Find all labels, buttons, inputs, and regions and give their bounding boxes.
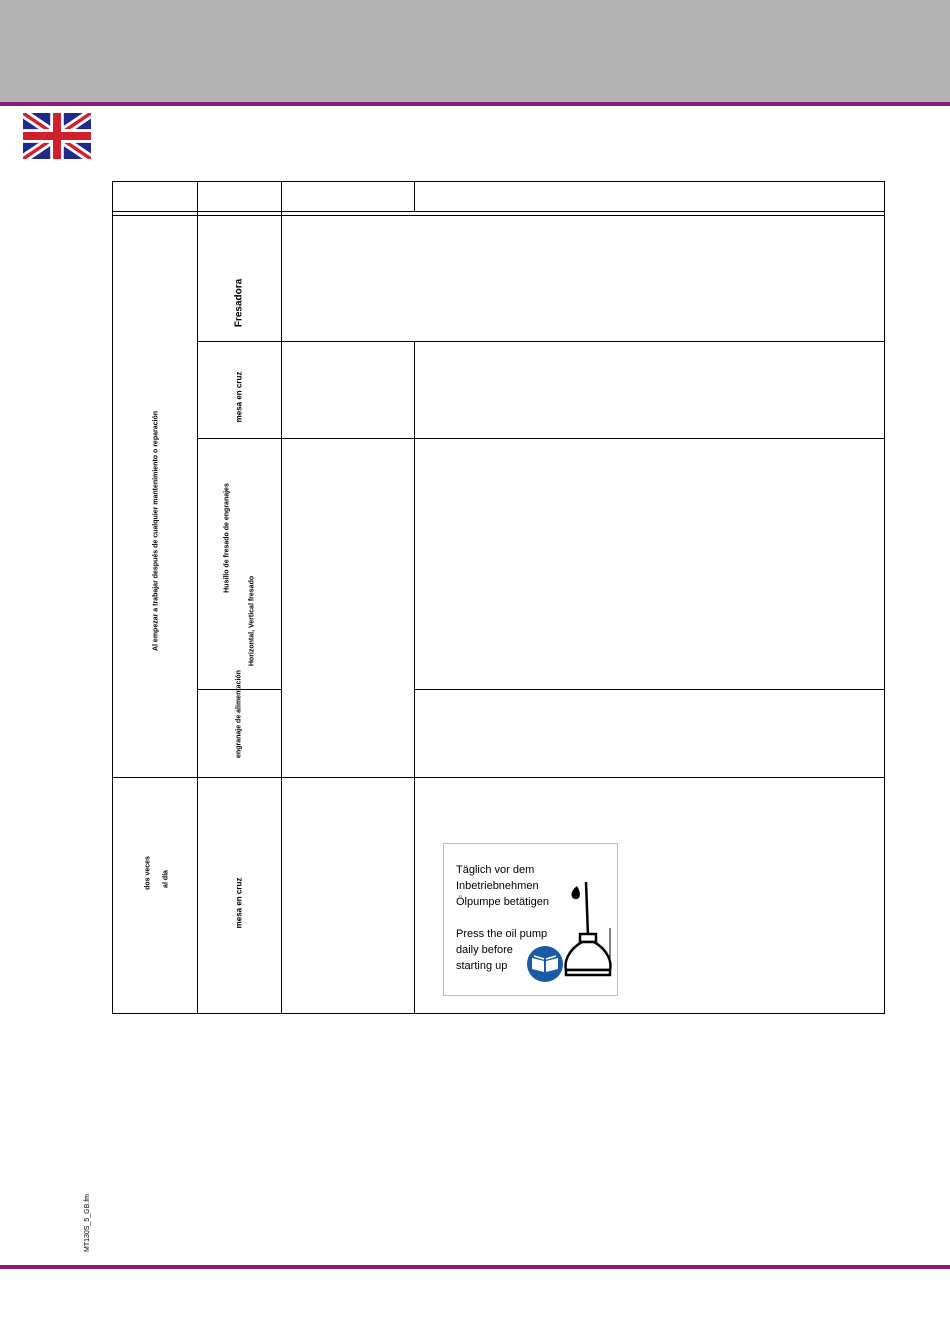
- part-horizontal-vertical-milling: Horizontal, Vertical fresado: [248, 575, 256, 667]
- header-accent-line: [0, 102, 950, 106]
- footer-accent-line: [0, 1265, 950, 1269]
- sign-en-line3: starting up: [456, 960, 508, 972]
- sign-de-line1: Täglich vor dem: [456, 864, 535, 876]
- part-cross-table: mesa en cruz: [234, 371, 244, 423]
- when-cell-after-maintenance: Al empezar a trabajar después de cualquier mantenimiento o reparación: [152, 410, 160, 652]
- sign-de-line3: Ölpumpe betätigen: [456, 896, 549, 908]
- header-band: [0, 0, 950, 102]
- when-twice: dos veces: [144, 856, 152, 890]
- sign-en-line2: daily before: [456, 944, 513, 956]
- sign-en-line1: Press the oil pump: [456, 928, 548, 940]
- when-daily: al día: [162, 870, 170, 888]
- oil-pump-sign: [443, 843, 618, 996]
- uk-flag-icon: [23, 113, 91, 159]
- part-milling-machine: Fresadora: [233, 278, 245, 328]
- part-feed-gear: engranaje de alimentación: [235, 670, 243, 758]
- part-cross-table-2: mesa en cruz: [234, 877, 244, 929]
- document-filename: MT130S_5_GB.fm: [84, 1194, 91, 1252]
- sign-de-line2: Inbetriebnehmen: [456, 880, 539, 892]
- part-gear-milling-spindle: Husillo de fresado de engranajes: [223, 483, 231, 593]
- read-manual-icon: [527, 946, 563, 982]
- oil-can-icon: [566, 882, 611, 975]
